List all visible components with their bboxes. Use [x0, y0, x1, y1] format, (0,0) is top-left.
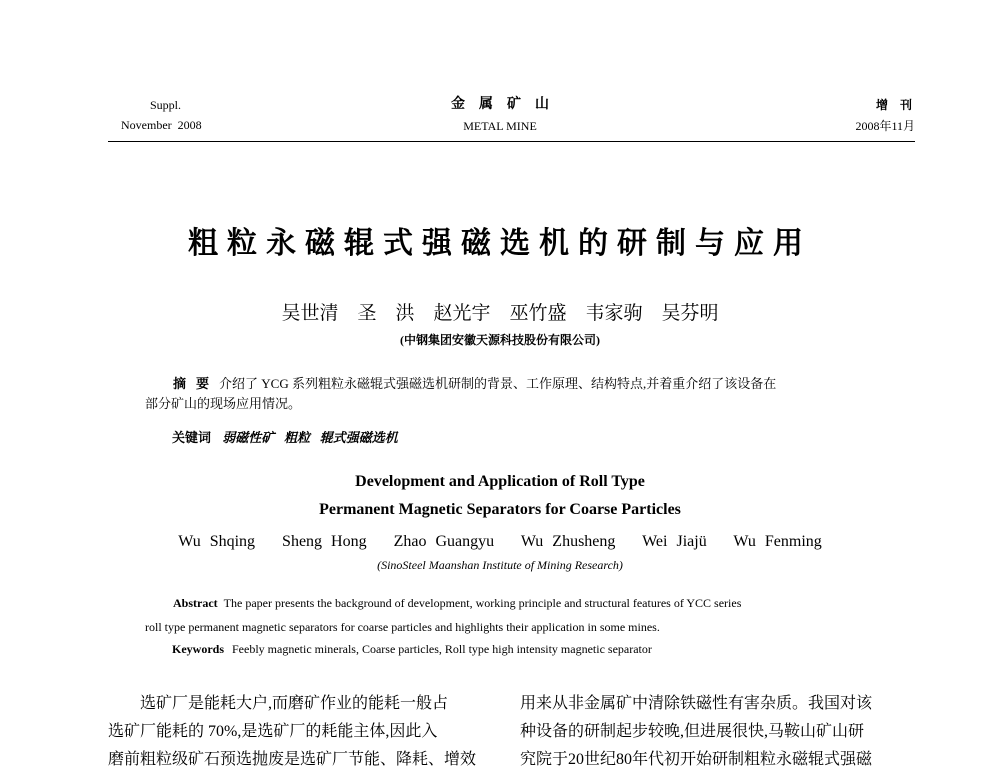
header-suppl: Suppl.: [150, 98, 182, 112]
abstract-cn: [145, 374, 890, 414]
body-line: 究院于20世纪80年代初开始研制粗粒永磁辊式强磁: [520, 751, 873, 768]
abstract-en-line1: The paper presents the background of development, working principle and structural features of YCC series: [223, 596, 742, 610]
abstract-cn-line2: 部分矿山的现场应用情况。: [145, 396, 302, 411]
keyword-cn: 弱磁性矿: [222, 430, 275, 445]
body-column-right: [520, 690, 910, 774]
authors-cn: 吴世清 圣 洪 赵光宇 巫竹盛 韦家驹 吴芬明: [281, 303, 719, 324]
paper-title-en-line1: Development and Application of Roll Type: [355, 473, 645, 490]
journal-name-en: METAL MINE: [463, 119, 537, 133]
affiliation-cn: (中钢集团安徽天源科技股份有限公司): [400, 333, 600, 347]
journal-name-cn: 金 属 矿 山: [451, 96, 549, 112]
body-line: 磨前粗粒级矿石预选抛废是选矿厂节能、降耗、增效: [108, 751, 477, 768]
paper-title-en-line2: Permanent Magnetic Separators for Coarse Particles: [319, 501, 681, 518]
keyword-cn: 粗粒: [284, 430, 311, 445]
body-line: 选矿厂是能耗大户,而磨矿作业的能耗一般占: [140, 695, 449, 712]
abstract-en: [145, 591, 890, 639]
paper-title-cn: 粗粒永磁辊式强磁选机的研制与应用: [188, 226, 812, 261]
authors-en: Wu Shqing Sheng Hong Zhao Guangyu Wu Zhusheng Wei Jiajü Wu Fenming: [178, 533, 822, 550]
abstract-cn-label: 摘要: [173, 376, 220, 391]
body-line: 用来从非金属矿中清除铁磁性有害杂质。我国对该: [520, 695, 873, 712]
keywords-cn: [172, 427, 398, 446]
header-rule: [108, 141, 915, 142]
body-line: 种设备的研制起步较晚,但进展很快,马鞍山矿山研: [520, 723, 865, 740]
header-date-en: November 2008: [121, 118, 202, 132]
abstract-en-line2: roll type permanent magnetic separators for coarse particles and highlights their application in some mines.: [145, 620, 660, 634]
abstract-cn-line1: 介绍了 YCG 系列粗粒永磁辊式强磁选机研制的背景、工作原理、结构特点,并着重介绍了该设备在: [219, 376, 777, 391]
body-line: 选矿厂能耗的 70%,是选矿厂的耗能主体,因此入: [108, 723, 438, 740]
affiliation-en: (SinoSteel Maanshan Institute of Mining Research): [377, 558, 623, 572]
keywords-cn-label: 关键词: [172, 430, 212, 445]
header-supplement-cn: 增 刊: [875, 98, 912, 112]
keywords-en: [172, 642, 652, 657]
paper-title-en: [0, 468, 1000, 524]
keywords-en-label: Keywords: [172, 642, 224, 656]
keyword-cn: 辊式强磁选机: [319, 430, 398, 445]
abstract-en-label: Abstract: [173, 596, 218, 610]
keywords-en-text: Feebly magnetic minerals, Coarse particles, Roll type high intensity magnetic separator: [232, 642, 652, 656]
header-date-cn: 2008年11月: [855, 119, 915, 133]
body-column-left: [108, 690, 498, 774]
